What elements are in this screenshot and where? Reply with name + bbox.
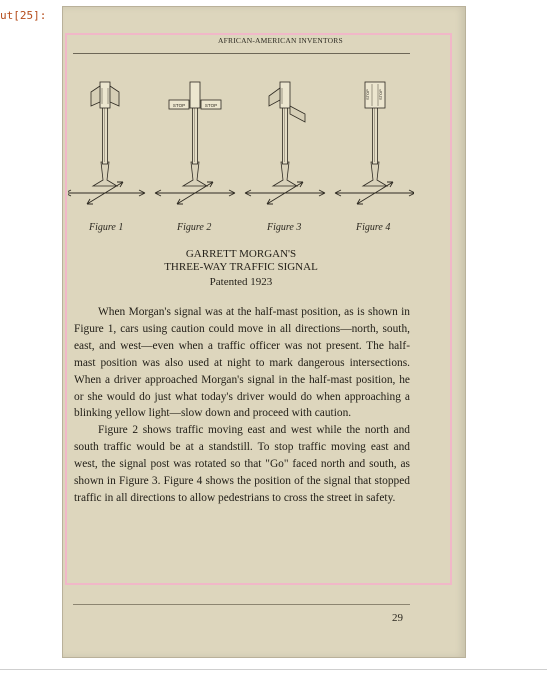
section-title-line-2: THREE-WAY TRAFFIC SIGNAL bbox=[164, 261, 318, 273]
figure-1-signal bbox=[68, 82, 145, 204]
header-rule bbox=[73, 53, 410, 54]
page-number: 29 bbox=[392, 612, 403, 624]
footer-rule bbox=[73, 604, 410, 605]
paragraph-1: When Morgan's signal was at the half-mast position, as is shown in Figure 1, cars using caution could move in all directions—north, south, east, and west—even when a traffic officer was not present. The half-mast position was also used at night to mark dangerous intersections. When a driver approached Morgan's signal in the half-mast position, he or she would do just what today's driver would do when approaching a blinking yellow light—slow down and proceed with caution. bbox=[74, 306, 410, 420]
patent-year: Patented 1923 bbox=[209, 276, 273, 288]
section-title-line-1: GARRETT MORGAN'S bbox=[185, 248, 297, 260]
running-head: AFRICAN-AMERICAN INVENTORS bbox=[218, 36, 343, 45]
sign-label-stop-right: STOP bbox=[204, 103, 218, 108]
figure-1-caption: Figure 1 bbox=[89, 222, 124, 233]
sign-label-stop-b: STOP bbox=[378, 89, 383, 100]
output-divider bbox=[0, 669, 547, 670]
figure-3-caption: Figure 3 bbox=[267, 222, 302, 233]
paragraph-2: Figure 2 shows traffic moving east and west while the north and south traffic would be at a standstill. To stop traffic moving east and west, the signal post was rotated so that "Go" faced north and south, as shown in Figure 3. Figure 4 shows the position of the signal that stopped traffic in all directions to allow pedestrians to cross the street in safety. bbox=[74, 424, 410, 504]
figure-4-caption: Figure 4 bbox=[356, 222, 391, 233]
sign-label-stop-left: STOP bbox=[172, 103, 186, 108]
figure-3-signal bbox=[245, 82, 325, 204]
figure-2-caption: Figure 2 bbox=[177, 222, 212, 233]
output-prompt: ut[25]: bbox=[0, 9, 47, 22]
figure-2-signal bbox=[155, 82, 235, 204]
figure-4-signal bbox=[335, 82, 414, 204]
sign-label-stop-a: STOP bbox=[365, 89, 370, 100]
body-text bbox=[74, 304, 410, 507]
traffic-signal-illustrations bbox=[68, 76, 414, 214]
